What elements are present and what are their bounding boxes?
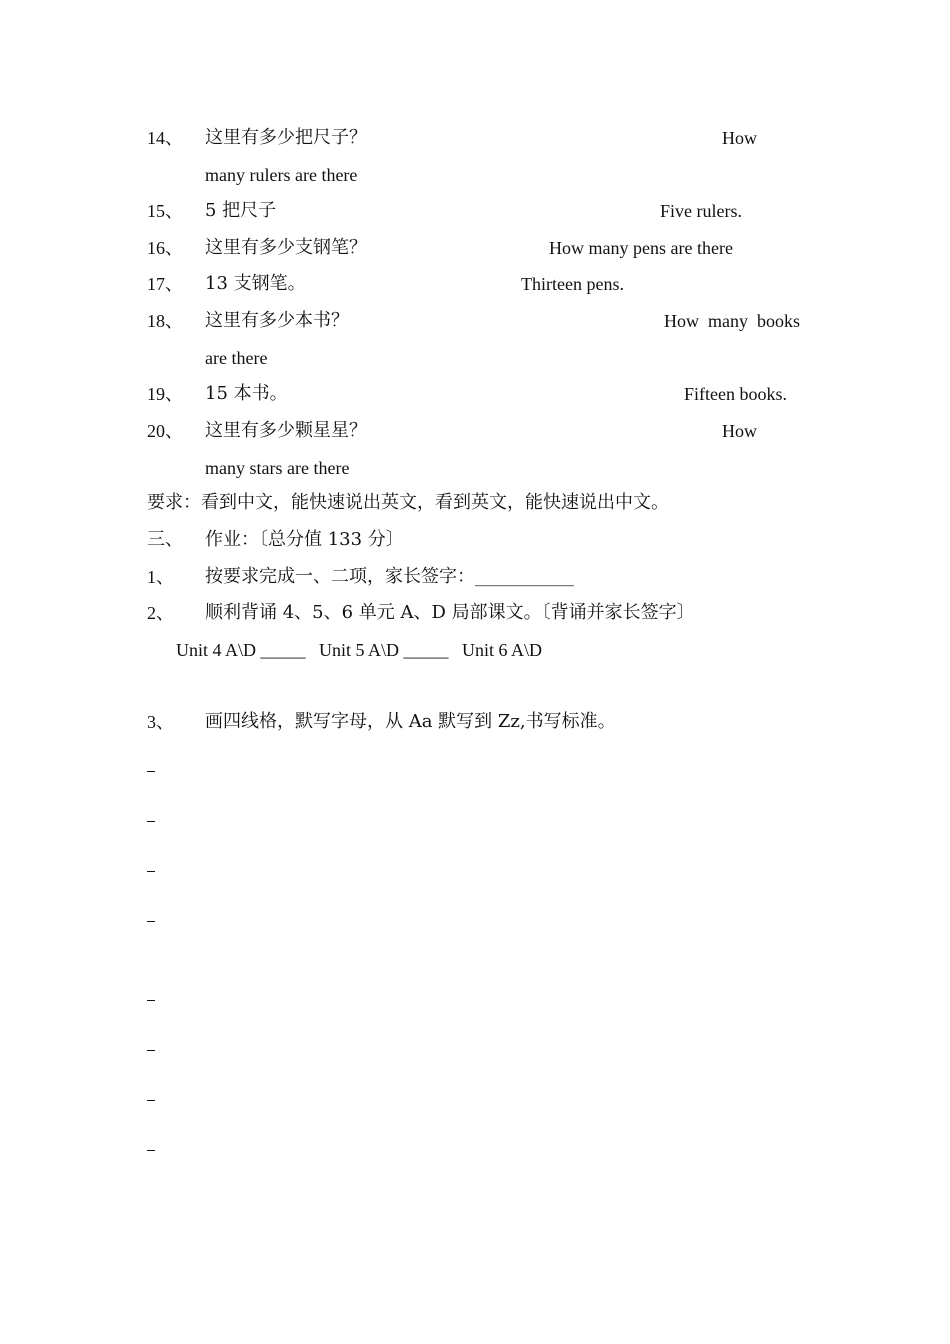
item-english: How [722,421,757,441]
item-chinese: 这里有多少本书？ [205,310,349,331]
item-chinese: 这里有多少支钢笔？ [205,237,367,258]
section-number: 三、 [147,529,183,550]
grid-line-marker [147,1150,155,1151]
item-chinese: 这里有多少把尺子？ [205,127,367,148]
grid-line-marker [147,821,155,822]
item-chinese: 13 支钢笔。 [205,273,306,294]
section-title: 作业：〔总分值 133 分〕 [205,529,404,550]
item-number: 18、 [147,311,183,331]
grid-line-marker [147,1000,155,1001]
item-english: How [722,128,757,148]
item-english: How many pens are there [549,238,733,258]
item-english-continued: many rulers are there [205,165,358,185]
item-number: 14、 [147,128,183,148]
item-english: How many books [664,311,800,331]
task-text: 顺利背诵 4、5、6 单元 A、D 局部课文。〔背诵并家长签字〕 [205,602,695,623]
item-english-continued: many stars are there [205,458,350,478]
requirement-text: 要求：看到中文，能快速说出英文，看到英文，能快速说出中文。 [147,492,669,513]
item-number: 20、 [147,421,183,441]
item-chinese: 这里有多少颗星星？ [205,420,367,441]
item-english: Five rulers. [660,201,742,221]
units-signature-line: Unit 4 A\D _____ Unit 5 A\D _____ Unit 6 A\D [176,640,543,660]
task-number: 2、 [147,603,174,623]
task-number: 1、 [147,567,174,587]
grid-line-marker [147,871,155,872]
item-english-continued: are there [205,348,268,368]
task-text: 画四线格，默写字母，从 Aa 默写到 Zz,书写标准。 [205,711,616,732]
task-text: 按要求完成一、二项，家长签字：___________ [205,566,574,587]
item-chinese: 5 把尺子 [205,200,277,221]
item-chinese: 15 本书。 [205,383,288,404]
item-english: Thirteen pens. [521,274,624,294]
item-number: 19、 [147,384,183,404]
item-number: 15、 [147,201,183,221]
grid-line-marker [147,921,155,922]
item-number: 16、 [147,238,183,258]
grid-line-marker [147,1100,155,1101]
task-number: 3、 [147,712,174,732]
item-number: 17、 [147,274,183,294]
grid-line-marker [147,771,155,772]
grid-line-marker [147,1050,155,1051]
item-english: Fifteen books. [684,384,787,404]
